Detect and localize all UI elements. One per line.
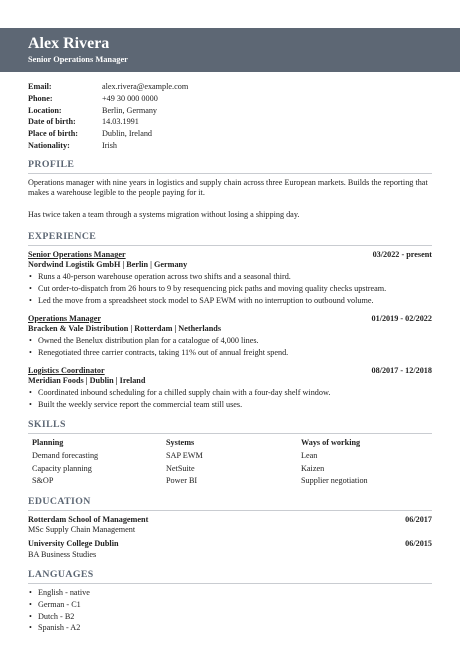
experience-heading: EXPERIENCE bbox=[28, 231, 432, 246]
education-entry bbox=[28, 515, 432, 536]
candidate-title: Senior Operations Manager bbox=[28, 55, 128, 64]
skills-column-title: Systems bbox=[166, 438, 195, 448]
job-entry bbox=[28, 366, 432, 410]
skills-grid bbox=[28, 438, 432, 487]
email-value: alex.rivera@example.com bbox=[102, 82, 189, 91]
languages-heading: LANGUAGES bbox=[28, 569, 432, 584]
job-title: Senior Operations Manager bbox=[28, 250, 126, 260]
email-label: Email: bbox=[28, 82, 52, 91]
skill-item: Lean bbox=[301, 450, 318, 460]
skills-section bbox=[28, 419, 432, 487]
birth-date-label: Date of birth: bbox=[28, 117, 76, 127]
experience-section bbox=[28, 231, 432, 410]
graduation-date: 06/2017 bbox=[405, 514, 432, 524]
skills-column-title: Planning bbox=[32, 438, 64, 448]
profile-heading: PROFILE bbox=[28, 159, 432, 174]
job-bullet: • Runs a 40-person warehouse operation across two shifts and a seasonal third. bbox=[28, 272, 432, 282]
location-value: Berlin, Germany bbox=[102, 105, 158, 115]
nationality-value: Irish bbox=[102, 140, 118, 150]
phone-label: Phone: bbox=[28, 93, 53, 103]
job-bullets bbox=[28, 388, 432, 410]
nationality-label: Nationality: bbox=[28, 140, 70, 150]
skill-item: S&OP bbox=[32, 476, 54, 486]
skill-item: Kaizen bbox=[301, 463, 325, 473]
job-bullet: • Owned the Benelux distribution plan for a catalogue of 4,000 lines. bbox=[28, 336, 432, 346]
job-bullets bbox=[28, 336, 432, 358]
job-entry bbox=[28, 250, 432, 306]
education-section bbox=[28, 496, 432, 560]
language-list bbox=[28, 588, 432, 634]
job-dates: 08/2017 - 12/2018 bbox=[371, 365, 432, 375]
job-bullet: • Coordinated inbound scheduling for a chilled supply chain with a four-day shelf window. bbox=[28, 388, 432, 398]
job-entry bbox=[28, 314, 432, 358]
job-bullet: • Led the move from a spreadsheet stock model to SAP EWM with no interruption to outbound volume. bbox=[28, 296, 432, 306]
education-entry bbox=[28, 539, 432, 560]
job-dates: 03/2022 - present bbox=[372, 250, 432, 260]
skill-item: NetSuite bbox=[166, 463, 195, 473]
header-banner bbox=[0, 28, 460, 72]
phone-value: +49 30 000 0000 bbox=[102, 93, 158, 103]
school-name: University College Dublin bbox=[28, 539, 119, 549]
profile-section bbox=[28, 159, 432, 220]
job-company: Meridian Foods | Dublin | Ireland bbox=[28, 376, 146, 386]
profile-paragraph: Has twice taken a team through a systems migration without losing a shipping day. bbox=[28, 209, 300, 219]
skill-item: Power BI bbox=[166, 476, 198, 486]
school-name: Rotterdam School of Management bbox=[28, 514, 149, 524]
skills-heading: SKILLS bbox=[28, 419, 432, 434]
skill-item: Demand forecasting bbox=[32, 450, 99, 460]
job-bullet: • Built the weekly service report the commercial team still uses. bbox=[28, 400, 432, 410]
location-label: Location: bbox=[28, 105, 62, 115]
job-bullet: • Cut order-to-dispatch from 26 hours to 9 by resequencing pick paths and moving quality checks upstream. bbox=[28, 284, 432, 294]
skill-item: SAP EWM bbox=[166, 450, 203, 460]
job-bullets bbox=[28, 272, 432, 306]
resume-body bbox=[28, 82, 432, 643]
education-heading: EDUCATION bbox=[28, 496, 432, 511]
skill-item: Supplier negotiation bbox=[301, 476, 368, 486]
languages-section bbox=[28, 569, 432, 634]
job-bullet: • Renegotiated three carrier contracts, taking 11% out of annual freight spend. bbox=[28, 348, 432, 358]
job-company: Bracken & Vale Distribution | Rotterdam | Netherlands bbox=[28, 324, 222, 334]
job-dates: 01/2019 - 02/2022 bbox=[371, 313, 432, 323]
degree-name: BA Business Studies bbox=[28, 549, 97, 559]
birth-place-value: Dublin, Ireland bbox=[102, 129, 153, 138]
job-title: Operations Manager bbox=[28, 313, 101, 323]
skills-column-title: Ways of working bbox=[301, 438, 361, 448]
language-item: • Spanish - A2 bbox=[28, 623, 432, 633]
personal-details bbox=[28, 82, 432, 151]
language-item: • German - C1 bbox=[28, 600, 432, 610]
birth-place-label: Place of birth: bbox=[28, 129, 79, 138]
candidate-name: Alex Rivera bbox=[28, 35, 110, 52]
skill-item: Capacity planning bbox=[32, 463, 92, 473]
job-title: Logistics Coordinator bbox=[28, 365, 105, 375]
graduation-date: 06/2015 bbox=[405, 539, 432, 549]
degree-name: MSc Supply Chain Management bbox=[28, 525, 136, 535]
birth-date-value: 14.03.1991 bbox=[102, 117, 139, 127]
job-company: Nordwind Logistik GmbH | Berlin | Germany bbox=[28, 260, 188, 270]
language-item: • English - native bbox=[28, 588, 432, 598]
profile-paragraph: Operations manager with nine years in logistics and supply chain across three European markets. Builds the reporting that makes a warehouse legible to the people paying for it. bbox=[28, 178, 428, 198]
language-item: • Dutch - B2 bbox=[28, 612, 432, 622]
